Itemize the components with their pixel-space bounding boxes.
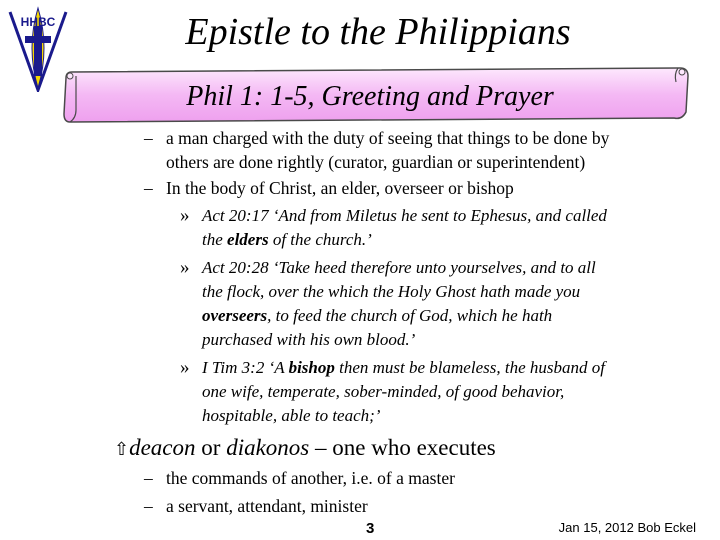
dash-bullet: – [144,496,153,516]
definition-line [144,176,514,200]
quote-line: purchased with his own blood.’ [202,330,416,349]
definition-line: others are done rightly (curator, guardian or superintendent) [166,152,586,172]
quote-act-20-17: » Act 20:17 ‘And from Miletus he sent to Ephesus, and called [180,205,607,226]
page-number: 3 [366,520,375,537]
slide-title: Epistle to the Philippians [185,11,571,53]
definition-text: a man charged with the duty of seeing that things to be done by [166,128,610,148]
quote-marker: » [180,257,190,278]
dash-bullet: – [144,468,153,488]
deacon-item: – a servant, attendant, minister [144,496,368,516]
deacon-item: – the commands of another, i.e. of a master [144,468,455,488]
dash-bullet: – [144,178,153,198]
definition-line [144,126,609,150]
definition-text: In the body of Christ, an elder, overseer or bishop [166,178,514,198]
dash-bullet: – [144,128,153,148]
quote-line: overseers, to feed the church of God, which he hath [202,306,553,325]
quote-act-20-28: » Act 20:28 ‘Take heed therefore unto yourselves, and to all [180,257,596,278]
slide-subtitle: Phil 1: 1-5, Greeting and Prayer [186,81,554,112]
logo-letters: HHBC [20,15,56,29]
quote-line: one wife, temperate, sober-minded, of good behavior, [202,382,565,401]
quote-1-tim-3-2: » I Tim 3:2 ‘A bishop then must be blameless, the husband of [180,357,605,378]
quote-marker: » [180,357,190,378]
quote-marker: » [180,205,190,226]
arrow-up-icon: ⇧ [114,439,130,460]
quote-line: hospitable, able to teach;’ [202,406,381,425]
footer-date: Jan 15, 2012 Bob Eckel [558,520,696,535]
quote-line: the elders of the church.’ [202,230,372,249]
quote-line: the flock, over the which the Holy Ghost hath made you [202,282,581,301]
deacon-heading: ⇧deacon or diakonos – one who executes [114,435,496,460]
